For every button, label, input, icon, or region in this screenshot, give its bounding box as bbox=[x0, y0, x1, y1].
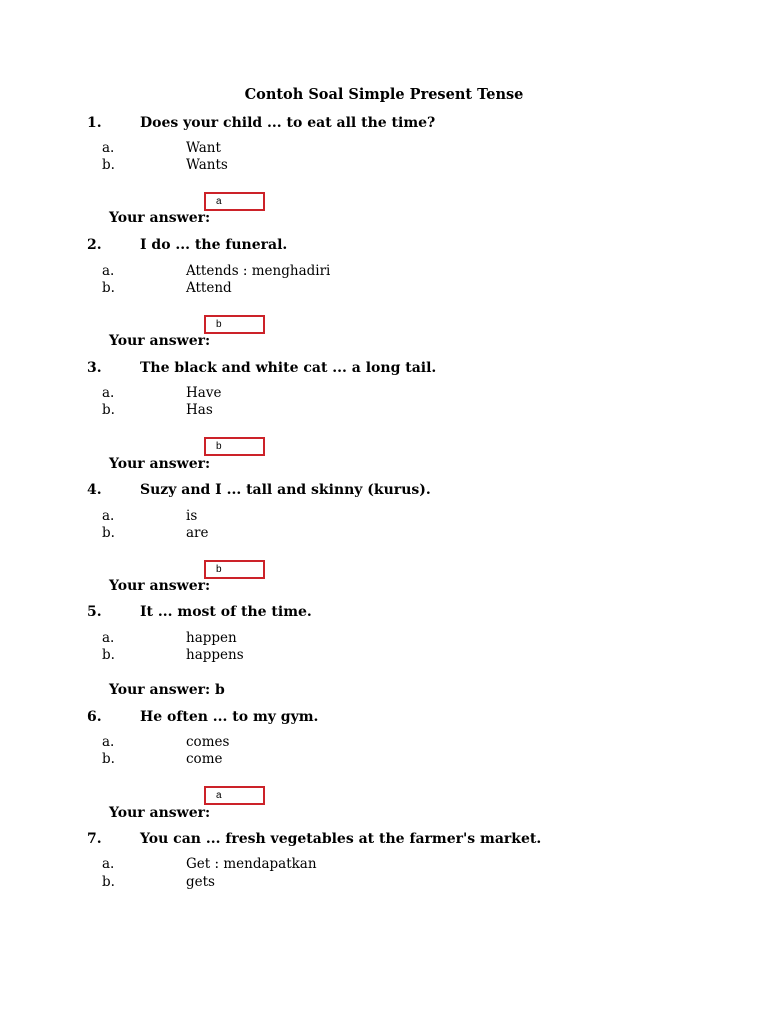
option-letter: b. bbox=[102, 280, 115, 296]
answer-input[interactable]: b bbox=[204, 437, 265, 456]
option-letter: b. bbox=[102, 751, 115, 767]
option-text: is bbox=[186, 508, 198, 524]
answer-input[interactable]: b bbox=[204, 315, 265, 334]
answer-input[interactable]: b bbox=[204, 560, 265, 579]
option-text: are bbox=[186, 525, 209, 541]
question-number: 4. bbox=[87, 482, 102, 498]
option-text: Wants bbox=[186, 157, 228, 173]
option-text: Attend bbox=[186, 280, 232, 296]
option-text: Have bbox=[186, 385, 222, 401]
question-text: I do ... the funeral. bbox=[140, 237, 288, 253]
option-text: comes bbox=[186, 734, 230, 750]
question-number: 2. bbox=[87, 237, 102, 253]
page-title: Contoh Soal Simple Present Tense bbox=[244, 86, 524, 103]
option-letter: a. bbox=[102, 734, 115, 750]
answer-label: Your answer: bbox=[109, 578, 211, 594]
option-text: come bbox=[186, 751, 223, 767]
answer-text: Your answer: b bbox=[109, 682, 225, 698]
answer-label: Your answer: bbox=[109, 456, 211, 472]
question-number: 6. bbox=[87, 709, 102, 725]
option-text: happen bbox=[186, 630, 237, 646]
option-text: Want bbox=[186, 140, 221, 156]
answer-label: Your answer: bbox=[109, 805, 211, 821]
option-letter: b. bbox=[102, 402, 115, 418]
answer-label: Your answer: bbox=[109, 333, 211, 349]
option-letter: a. bbox=[102, 630, 115, 646]
question-number: 7. bbox=[87, 831, 102, 847]
option-letter: a. bbox=[102, 856, 115, 872]
option-letter: b. bbox=[102, 157, 115, 173]
option-text: happens bbox=[186, 647, 244, 663]
option-letter: a. bbox=[102, 385, 115, 401]
option-text: gets bbox=[186, 874, 215, 890]
answer-label: Your answer: bbox=[109, 210, 211, 226]
option-letter: a. bbox=[102, 263, 115, 279]
option-letter: b. bbox=[102, 647, 115, 663]
question-text: You can ... fresh vegetables at the farmer's market. bbox=[140, 831, 542, 847]
option-text: Get : mendapatkan bbox=[186, 856, 317, 872]
question-text: It ... most of the time. bbox=[140, 604, 312, 620]
option-letter: a. bbox=[102, 508, 115, 524]
question-text: The black and white cat ... a long tail. bbox=[140, 360, 437, 376]
option-text: Has bbox=[186, 402, 213, 418]
answer-input[interactable]: a bbox=[204, 786, 265, 805]
question-text: He often ... to my gym. bbox=[140, 709, 319, 725]
answer-input[interactable]: a bbox=[204, 192, 265, 211]
question-text: Does your child ... to eat all the time? bbox=[140, 115, 436, 131]
option-letter: b. bbox=[102, 874, 115, 890]
option-letter: a. bbox=[102, 140, 115, 156]
option-text: Attends : menghadiri bbox=[186, 263, 331, 279]
question-text: Suzy and I ... tall and skinny (kurus). bbox=[140, 482, 431, 498]
question-number: 1. bbox=[87, 115, 102, 131]
question-number: 3. bbox=[87, 360, 102, 376]
question-number: 5. bbox=[87, 604, 102, 620]
option-letter: b. bbox=[102, 525, 115, 541]
